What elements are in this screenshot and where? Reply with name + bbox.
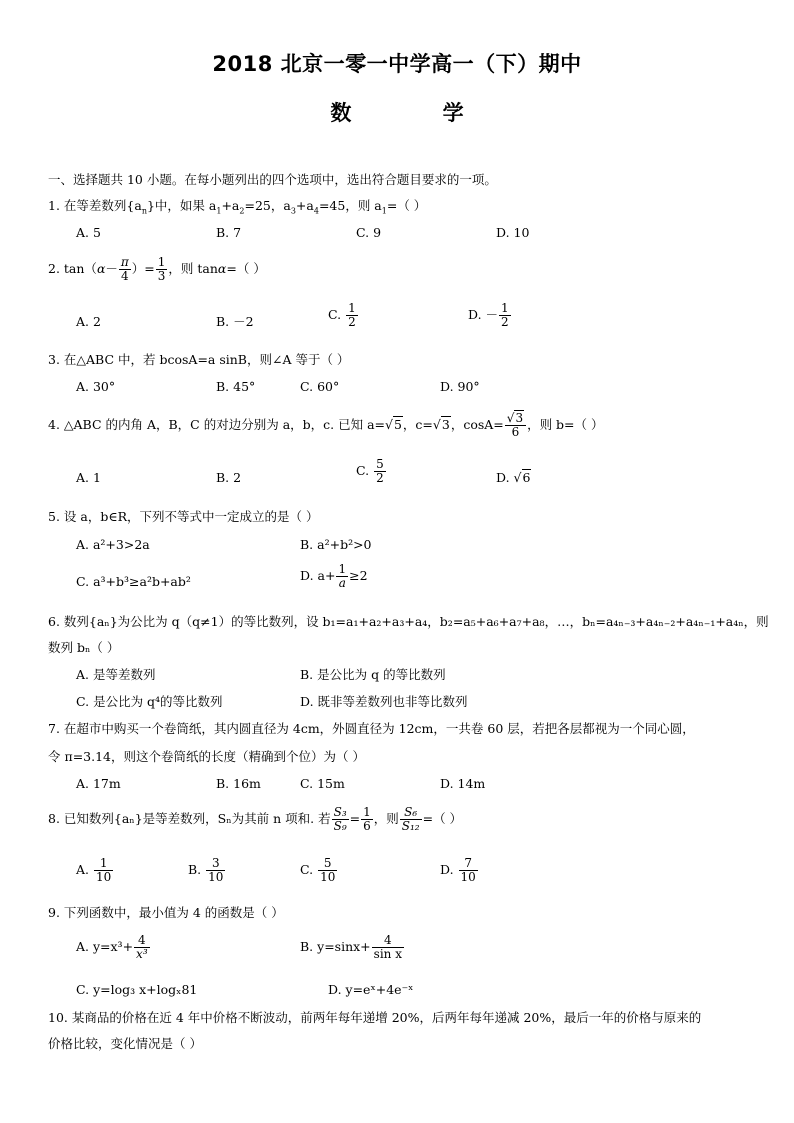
question-7-line-1: 7. 在超市中购买一个卷筒纸，其内圆直径为 4cm，外圆直径为 12cm，一共卷 60 层，若把各层都视为一个同心圆， (48, 721, 695, 736)
q3-option-d: D. 90° (440, 379, 480, 394)
q6-option-d: D. 既非等差数列也非等比数列 (300, 694, 468, 709)
q9-option-b: B. y=sinx+ $\frac{4}{\text{sin x}}$ (300, 933, 402, 961)
q8-option-b: B. $\frac{3}{10}$ (188, 856, 224, 884)
q6-option-c: C. 是公比为 q⁴的等比数列 (76, 694, 223, 709)
section-heading: 一、选择题共 10 小题。在每小题列出的四个选项中，选出符合题目要求的一项。 (48, 172, 497, 187)
q7-option-a: A. 17m (76, 776, 121, 791)
q4-option-d: D. √6 (496, 470, 531, 485)
q8-option-d: D. $\frac{7}{10}$ (440, 856, 476, 884)
q6-option-b: B. 是公比为 q 的等比数列 (300, 667, 446, 682)
q3-option-c: C. 60° (300, 379, 340, 394)
q2-option-b: B. －2 (216, 314, 254, 329)
question-4: 4. △ABC 的内角 A，B，C 的对边分别为 a，b，c. 已知 a=√5，c=√3，cosA= $\frac{√3}{6}$ ，则 b=（ ） (48, 411, 604, 439)
exam-title: 2018 北京一零一中学高一（下）期中 (212, 52, 582, 76)
q1-option-c: C. 9 (356, 225, 382, 240)
q1-option-b: B. 7 (216, 225, 242, 240)
q2-option-c: C. $\frac{1}{2}$ (328, 301, 356, 329)
question-1: 1. 在等差数列$\{a_n\}$中，如果 $a_1+a_2=25$，$a_3+a_4=45$，则 $a_1=$（ ） (48, 198, 427, 216)
question-6-line-2: 数列 bₙ（ ） (48, 640, 120, 655)
subject-title: 数 学 (330, 101, 506, 125)
q9-option-a: A. y=x³+ $\frac{4}{\text{x³}}$ (76, 933, 148, 961)
question-8: 8. 已知数列{aₙ}是等差数列，Sₙ为其前 n 项和. 若 $\frac{\text{S₃}}{\text{S₉}}$ = $\frac{1}{6}$ ，则 $\frac{\text{S₆}}{\text{S₁₂}}$ =（ ） (48, 805, 463, 833)
q4-option-c: C. $\frac{5}{2}$ (356, 457, 384, 485)
q7-option-b: B. 16m (216, 776, 261, 791)
q3-option-a: A. 30° (76, 379, 116, 394)
question-10-line-2: 价格比较，变化情况是（ ） (48, 1036, 202, 1051)
q9-option-d: D. y=eˣ+4e⁻ˣ (328, 982, 414, 997)
q5-option-a: A. a²+3>2a (76, 537, 150, 552)
question-6-line-1: 6. 数列{aₙ}为公比为 q（q≠1）的等比数列，设 b₁=a₁+a₂+a₃+a₄，b₂=a₅+a₆+a₇+a₈，…，bₙ=a₄ₙ₋₃+a₄ₙ₋₂+a₄ₙ₋₁+a₄ₙ，则 (48, 614, 769, 629)
question-9: 9. 下列函数中，最小值为 4 的函数是（ ） (48, 905, 284, 920)
q2-option-a: A. 2 (76, 314, 101, 329)
question-2: 2. tan（α－ $\frac{\pi}{4}$ ）= $\frac{1}{3}$ ，则 tanα=（ ） (48, 255, 266, 283)
q9-option-c: C. y=log₃ x+logₓ81 (76, 982, 198, 997)
q8-option-c: C. $\frac{5}{10}$ (300, 856, 336, 884)
q7-option-c: C. 15m (300, 776, 345, 791)
q3-option-b: B. 45° (216, 379, 256, 394)
q7-option-d: D. 14m (440, 776, 486, 791)
question-7-line-2: 令 π=3.14，则这个卷筒纸的长度（精确到个位）为（ ） (48, 749, 365, 764)
question-5: 5. 设 a，b∈R，下列不等式中一定成立的是（ ） (48, 509, 319, 524)
question-10-line-1: 10. 某商品的价格在近 4 年中价格不断波动，前两年每年递增 20%，后两年每年递减 20%，最后一年的价格与原来的 (48, 1010, 702, 1025)
question-3: 3. 在△ABC 中，若 bcosA=a sinB，则∠A 等于（ ） (48, 352, 350, 367)
q4-option-b: B. 2 (216, 470, 242, 485)
q5-option-c: C. a³+b³≥a²b+ab² (76, 574, 191, 589)
q2-option-d: D. － $\frac{1}{2}$ (468, 301, 509, 329)
q1-option-d: D. 10 (496, 225, 530, 240)
q1-option-a: A. 5 (76, 225, 101, 240)
q6-option-a: A. 是等差数列 (76, 667, 156, 682)
q5-option-d: D. a+ $\frac{1}{a}$ ≥2 (300, 562, 368, 590)
q5-option-b: B. a²+b²>0 (300, 537, 372, 552)
q8-option-a: A. $\frac{1}{10}$ (76, 856, 112, 884)
q4-option-a: A. 1 (76, 470, 101, 485)
